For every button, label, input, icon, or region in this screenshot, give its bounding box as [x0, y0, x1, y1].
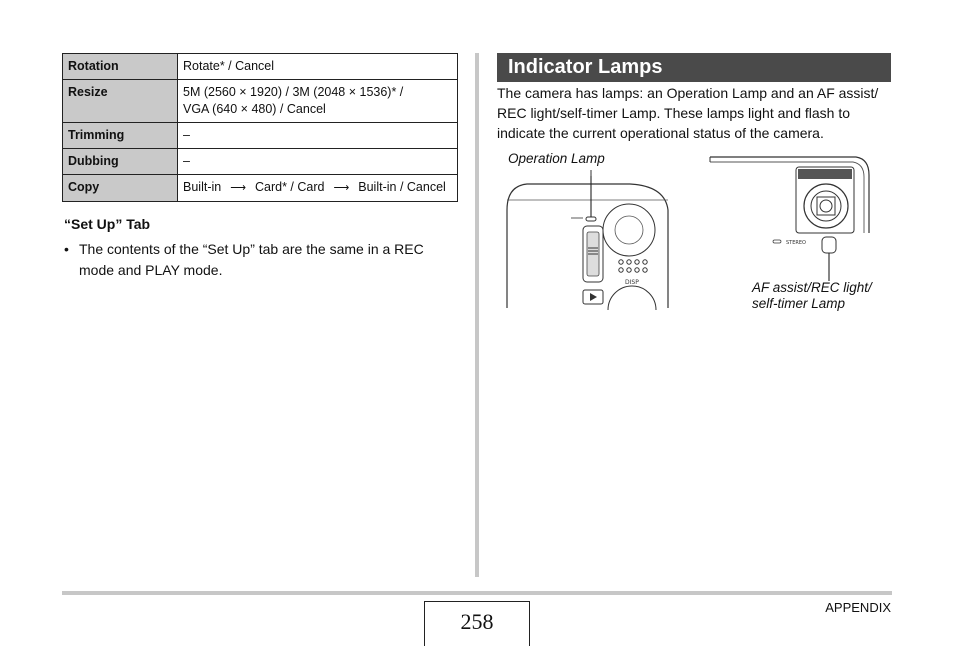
- row-value: –: [178, 149, 458, 175]
- operation-lamp-caption: Operation Lamp: [508, 151, 605, 166]
- setup-tab-bullet: [64, 239, 459, 281]
- row-key: Resize: [63, 80, 178, 123]
- af-lamp-caption-line: self-timer Lamp: [752, 296, 846, 311]
- right-arrow-icon: ⟶: [230, 182, 246, 194]
- bullet-icon: •: [64, 241, 69, 257]
- row-value: [178, 80, 458, 123]
- table-row: [63, 175, 458, 202]
- camera-back-illustration: [505, 170, 675, 310]
- column-divider: [475, 53, 479, 577]
- copy-part: Card* / Card: [255, 180, 325, 194]
- copy-part: Built-in: [183, 180, 222, 194]
- copy-part: Built-in / Cancel: [358, 180, 446, 194]
- operation-lamp-icon: [586, 217, 596, 221]
- page-number: 258: [424, 601, 530, 646]
- row-value-line: 5M (2560 × 1920) / 3M (2048 × 1536)* /: [183, 85, 404, 99]
- section-title: Indicator Lamps: [508, 56, 663, 78]
- disp-label: DISP: [625, 279, 639, 286]
- row-key: Dubbing: [63, 149, 178, 175]
- table-row: [63, 80, 458, 123]
- table-row: [63, 123, 458, 149]
- footer-rule: [62, 591, 892, 595]
- stereo-label: STEREO: [786, 240, 806, 246]
- table-row: [63, 54, 458, 80]
- setup-tab-heading: “Set Up” Tab: [64, 216, 151, 232]
- section-title-bar: [497, 53, 891, 82]
- bullet-text: The contents of the “Set Up” tab are the same in a REC mode and PLAY mode.: [79, 241, 424, 278]
- menu-settings-table: [62, 53, 458, 202]
- af-lamp-caption-line: AF assist/REC light/: [752, 280, 872, 295]
- intro-paragraph: The camera has lamps: an Operation Lamp and an AF assist/ REC light/self-timer Lamp. These lamps light and flash to indicate the current operational status of the camera.: [497, 85, 879, 141]
- row-key: Rotation: [63, 54, 178, 80]
- row-value: –: [178, 123, 458, 149]
- af-assist-lamp-icon: [822, 237, 836, 253]
- row-value: Rotate* / Cancel: [178, 54, 458, 80]
- row-value: [178, 175, 458, 202]
- row-value-line: VGA (640 × 480) / Cancel: [183, 102, 326, 116]
- row-key: Copy: [63, 175, 178, 202]
- right-arrow-icon: ⟶: [333, 182, 350, 194]
- control-button-icon: [608, 286, 656, 310]
- section-label: APPENDIX: [825, 600, 891, 615]
- row-key: Trimming: [63, 123, 178, 149]
- table-row: [63, 149, 458, 175]
- camera-front-illustration: [706, 155, 876, 285]
